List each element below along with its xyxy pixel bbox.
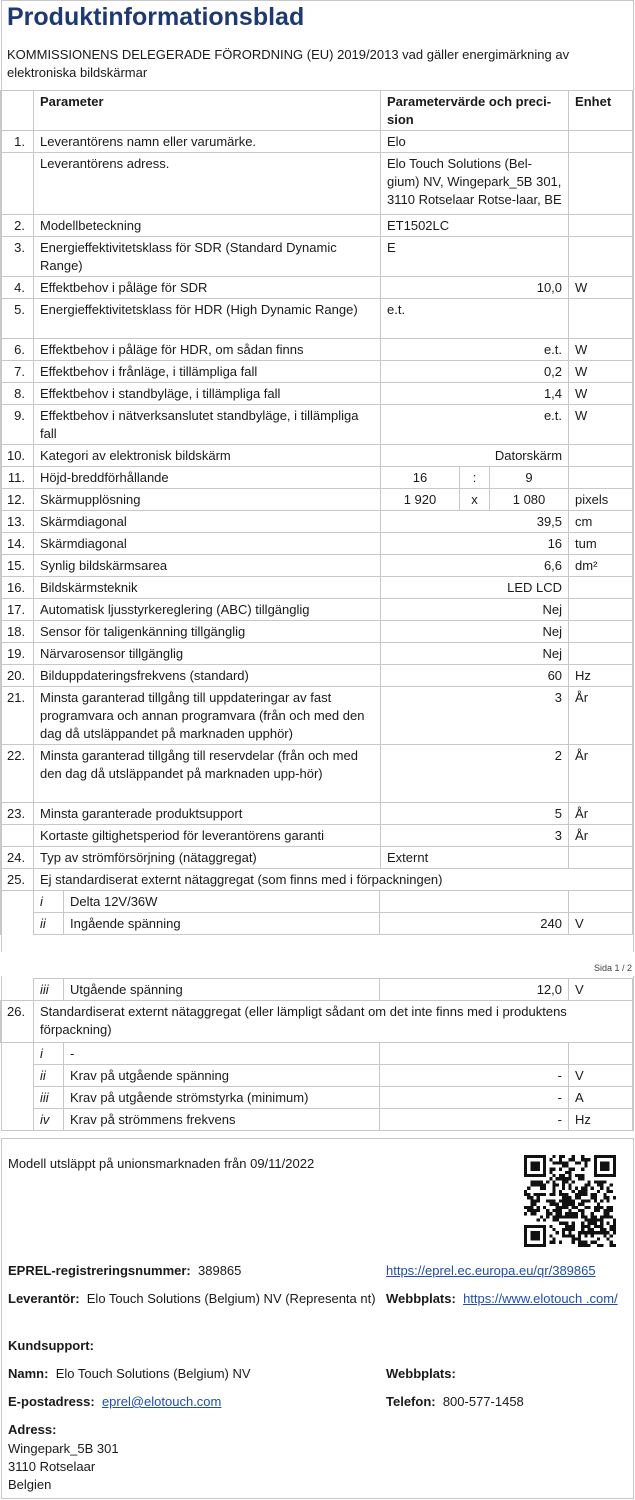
table-row: 4. Effektbehov i påläge för SDR 10,0 W bbox=[1, 277, 633, 299]
support-name-value: Elo Touch Solutions (Belgium) NV bbox=[55, 1366, 251, 1381]
table-row: 2. Modellbeteckning ET1502LC bbox=[1, 215, 633, 237]
regulation-subtitle: KOMMISSIONENS DELEGERADE FÖRORDNING (EU) 2019/2013 vad gäller energimärkning av elektroniska bildskärmar bbox=[7, 47, 570, 80]
supplier-line: Leverantör: Elo Touch Solutions (Belgium) NV (Representa nt) bbox=[8, 1291, 376, 1306]
supplier-value: Elo Touch Solutions (Belgium) NV (Representa nt) bbox=[86, 1291, 376, 1306]
table-row: 16. Bildskärmsteknik LED LCD bbox=[1, 577, 633, 599]
param-header: Parameter bbox=[34, 91, 381, 131]
website-link[interactable]: https://www.elotouch .com/ bbox=[463, 1291, 618, 1306]
eprel-link[interactable]: https://eprel.ec.europa.eu/qr/389865 bbox=[386, 1263, 596, 1278]
parameter-table bbox=[0, 90, 633, 891]
unit-header: Enhet bbox=[569, 91, 633, 131]
table-row: 6. Effektbehov i påläge för HDR, om sådan finns e.t. W bbox=[1, 339, 633, 361]
address-line-3: Belgien bbox=[8, 1477, 52, 1492]
table-row: 21. Minsta garanterad tillgång till uppdateringar av fast programvara och annan programvara (från och med den dag då utsläppandet på marknaden upphör) 3 År bbox=[1, 687, 633, 745]
table-row: Kortaste giltighetsperiod för leverantörens garanti 3 År bbox=[1, 825, 633, 847]
table-row: 19. Närvarosensor tillgänglig Nej bbox=[1, 643, 633, 665]
table-row: 3. Energieffektivitetsklass för SDR (Standard Dynamic Range) E bbox=[1, 237, 633, 277]
address-heading: Adress: bbox=[8, 1422, 57, 1437]
qr-code-icon[interactable] bbox=[524, 1155, 616, 1247]
table-row: iii Utgående spänning 12,0 V bbox=[1, 979, 633, 1001]
table-row: Leverantörens adress. Elo Touch Solutions (Bel-gium) NV, Wingepark_5B 301, 3110 Rotselaar Rotse-laar, BE bbox=[1, 153, 633, 215]
phone-value: 800-577-1458 bbox=[442, 1394, 524, 1409]
table-row: 24. Typ av strömförsörjning (nätaggregat) Externt bbox=[1, 847, 633, 869]
support-website-label: Webbplats: bbox=[386, 1366, 456, 1381]
table-row: 11. Höjd-breddförhållande 16 : 9 bbox=[1, 467, 633, 489]
customer-support-heading: Kundsupport: bbox=[8, 1338, 94, 1353]
table-row: i Delta 12V/36W bbox=[1, 891, 633, 913]
table-row: 22. Minsta garanterad tillgång till reservdelar (från och med den dag då utsläppandet på marknaden upp-hör) 2 År bbox=[1, 745, 633, 803]
table-row: 20. Bilduppdateringsfrekvens (standard) 60 Hz bbox=[1, 665, 633, 687]
table-row: 7. Effektbehov i frånläge, i tillämpliga fall 0,2 W bbox=[1, 361, 633, 383]
table-row: 9. Effektbehov i nätverksanslutet standbyläge, i tillämpliga fall e.t. W bbox=[1, 405, 633, 445]
table-row: ii Krav på utgående spänning - V bbox=[1, 1065, 633, 1087]
table-row: 15. Synlig bildskärmsarea 6,6 dm² bbox=[1, 555, 633, 577]
table-row: 23. Minsta garanterade produktsupport 5 År bbox=[1, 803, 633, 825]
support-name-line: Namn: Elo Touch Solutions (Belgium) NV bbox=[8, 1366, 251, 1381]
address-line-1: Wingepark_5B 301 bbox=[8, 1441, 119, 1456]
table-row: i - bbox=[1, 1043, 633, 1065]
table-row: 12. Skärmupplösning 1 920 x 1 080 pixels bbox=[1, 489, 633, 511]
release-date-text: Modell utsläppt på unionsmarknaden från 09/11/2022 bbox=[8, 1156, 315, 1171]
email-link[interactable]: eprel@elotouch.com bbox=[101, 1394, 222, 1409]
eprel-line: EPREL-registreringsnummer: 389865 bbox=[8, 1263, 242, 1278]
table-row: 1. Leverantörens namn eller varumärke. Elo bbox=[1, 131, 633, 153]
table-row: ii Ingående spänning 240 V bbox=[1, 913, 633, 935]
table-row: iii Krav på utgående strömstyrka (minimum) - A bbox=[1, 1087, 633, 1109]
table-row: 26. Standardiserat externt nätaggregat (eller lämpligt sådant om det inte finns med i produktens förpackning) bbox=[1, 1001, 633, 1043]
page-number: Sida 1 / 2 bbox=[593, 963, 632, 973]
page-title: Produktinformationsblad bbox=[7, 3, 305, 31]
phone-line: Telefon: 800-577-1458 bbox=[386, 1394, 524, 1409]
table-row: 25. Ej standardiserat externt nätaggregat (som finns med i förpackningen) bbox=[1, 869, 633, 891]
address-line-2: 3110 Rotselaar bbox=[8, 1459, 96, 1474]
table-row: 17. Automatisk ljusstyrkereglering (ABC) tillgänglig Nej bbox=[1, 599, 633, 621]
table-row: 14. Skärmdiagonal 16 tum bbox=[1, 533, 633, 555]
row-25-subtable bbox=[0, 890, 633, 935]
parameter-table-continued bbox=[0, 978, 633, 1131]
table-row: 8. Effektbehov i standbyläge, i tillämpliga fall 1,4 W bbox=[1, 383, 633, 405]
table-row: iv Krav på strömmens frekvens - Hz bbox=[1, 1109, 633, 1131]
table-row: 5. Energieffektivitetsklass för HDR (High Dynamic Range) e.t. bbox=[1, 299, 633, 339]
email-line: E-postadress: eprel@elotouch.com bbox=[8, 1394, 222, 1409]
table-row: 10. Kategori av elektronisk bildskärm Datorskärm bbox=[1, 445, 633, 467]
table-row: 18. Sensor för taligenkänning tillgänglig Nej bbox=[1, 621, 633, 643]
table-row: 13. Skärmdiagonal 39,5 cm bbox=[1, 511, 633, 533]
value-header: Parametervärde och preci-sion bbox=[381, 91, 569, 131]
website-line: Webbplats: https://www.elotouch .com/ bbox=[386, 1291, 618, 1306]
eprel-number: 389865 bbox=[198, 1263, 242, 1278]
table-header-row bbox=[1, 91, 633, 131]
